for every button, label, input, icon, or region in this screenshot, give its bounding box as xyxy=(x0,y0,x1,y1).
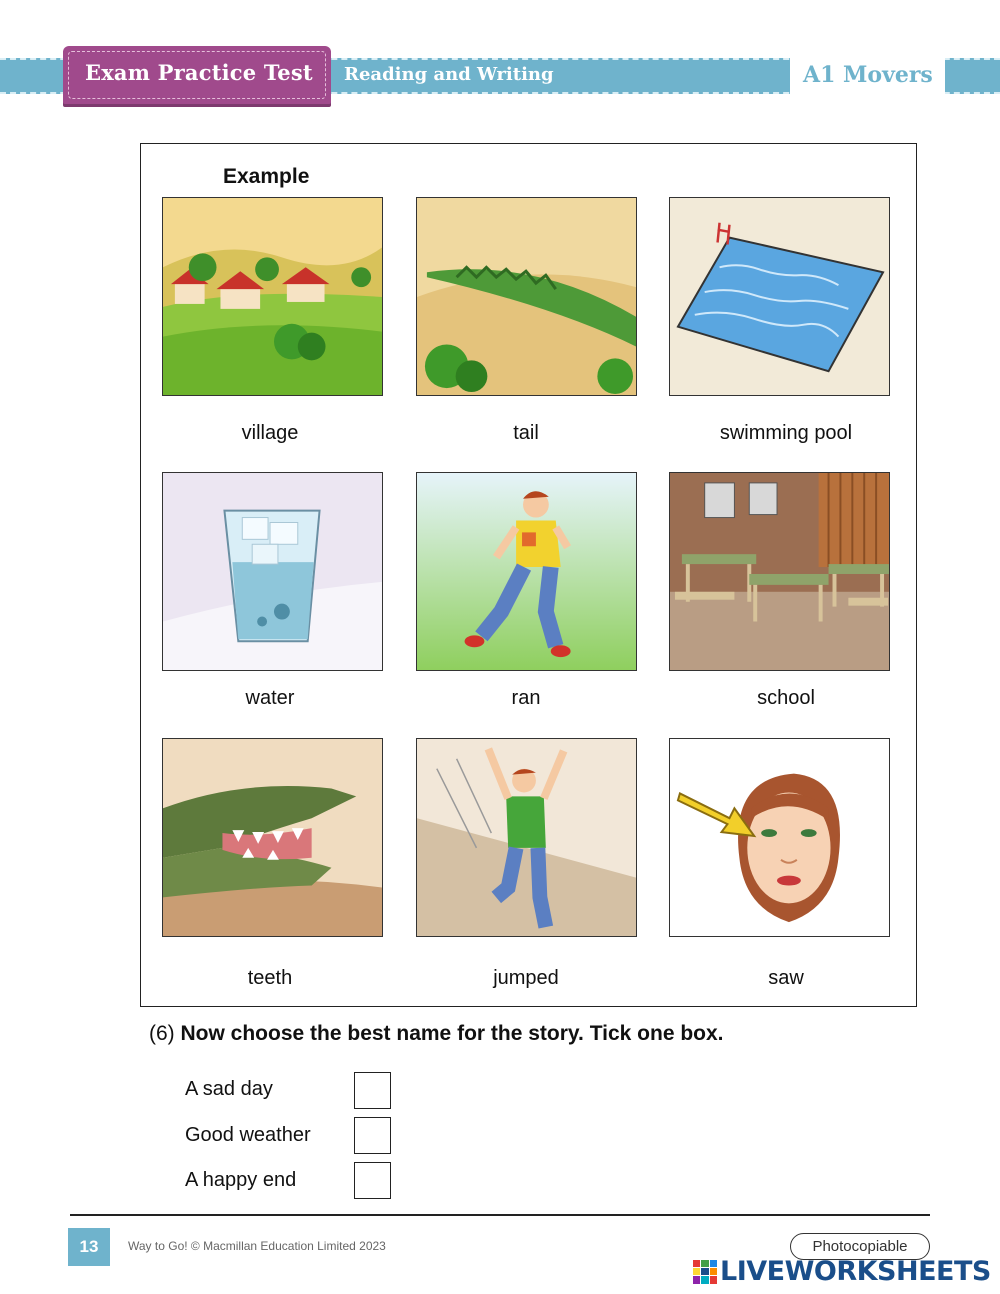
crocodile-tail-illustration xyxy=(416,197,637,396)
liveworksheets-brand-text: LIVEWORKSHEETS xyxy=(720,1256,991,1287)
caption-saw: saw xyxy=(768,967,804,989)
header-band-gap xyxy=(935,54,945,98)
swimming-pool-illustration xyxy=(669,197,890,396)
footer-divider xyxy=(70,1214,930,1216)
liveworksheets-mark-icon xyxy=(693,1260,717,1284)
village-illustration xyxy=(162,197,383,396)
caption-swimming-pool: swimming pool xyxy=(719,422,853,444)
option-label-happy-end: A happy end xyxy=(185,1169,297,1191)
caption-school: school xyxy=(757,687,815,709)
glass-of-water-illustration xyxy=(162,472,383,671)
crocodile-teeth-illustration xyxy=(162,738,383,937)
caption-teeth: teeth xyxy=(247,967,293,989)
liveworksheets-logo[interactable] xyxy=(693,1256,991,1287)
tick-box-good-weather[interactable] xyxy=(354,1117,391,1154)
question-number: (6) xyxy=(149,1022,175,1045)
caption-ran: ran xyxy=(511,687,541,709)
question-text: Now choose the best name for the story. Tick one box. xyxy=(180,1022,724,1045)
eye-arrow-illustration xyxy=(669,738,890,937)
tick-box-sad-day[interactable] xyxy=(354,1072,391,1109)
caption-water: water xyxy=(245,687,295,709)
copyright-text: Way to Go! © Macmillan Education Limited 2023 xyxy=(128,1239,386,1253)
example-label: Example xyxy=(223,165,310,188)
caption-tail: tail xyxy=(513,422,539,444)
school-classroom-illustration xyxy=(669,472,890,671)
jumping-boy-illustration xyxy=(416,738,637,937)
caption-village: village xyxy=(241,422,299,444)
exam-tab-title: Exam Practice Test xyxy=(85,60,313,85)
level-title: A1 Movers xyxy=(803,62,933,88)
subject-title: Reading and Writing xyxy=(344,64,554,85)
tick-box-happy-end[interactable] xyxy=(354,1162,391,1199)
running-boy-illustration xyxy=(416,472,637,671)
caption-jumped: jumped xyxy=(493,967,559,989)
question-prompt xyxy=(149,1022,724,1046)
photocopiable-badge: Photocopiable xyxy=(790,1233,930,1260)
page-number: 13 xyxy=(68,1228,110,1266)
option-label-sad-day: A sad day xyxy=(185,1078,273,1100)
option-label-good-weather: Good weather xyxy=(185,1124,311,1146)
